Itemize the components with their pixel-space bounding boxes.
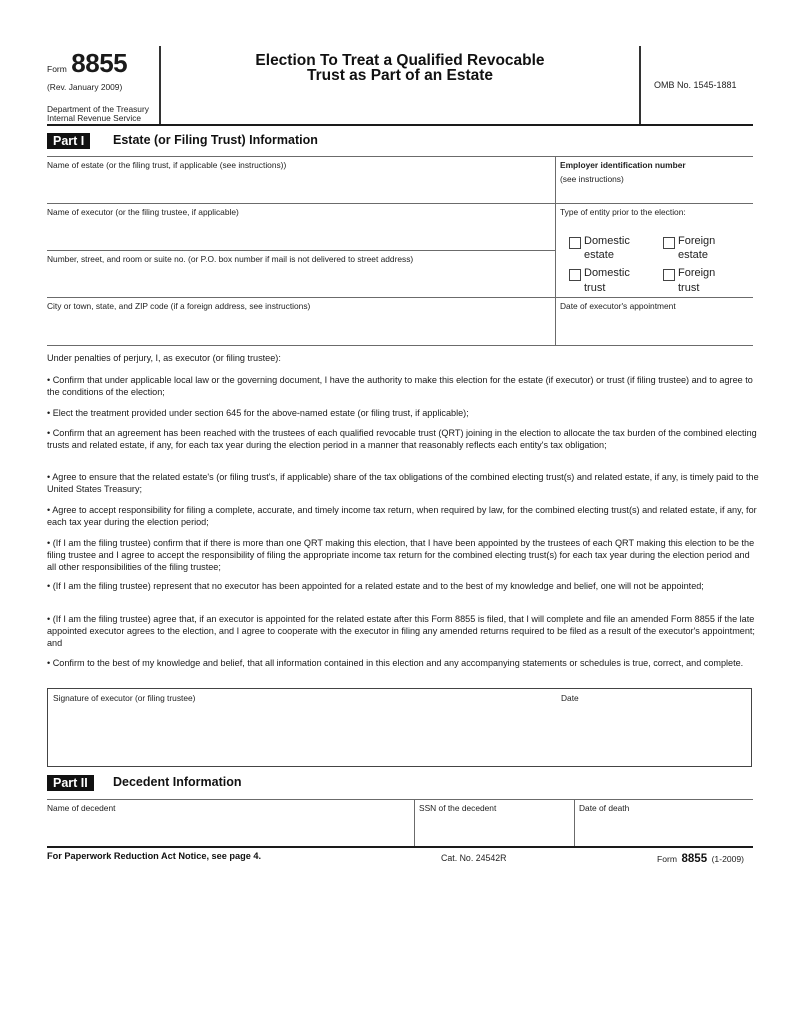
part2-bottom-rule [47,846,753,848]
decedent-ssn-field[interactable] [415,800,573,845]
appointment-date-field[interactable] [556,298,753,344]
decedent-name-field[interactable] [47,800,413,845]
footer-revision: (1-2009) [711,854,745,864]
domestic-estate-line2: estate [584,249,614,261]
footer-form-word: Form [657,854,678,864]
decedent-ssn-label: SSN of the decedent [419,803,497,813]
declaration-bullet: • Confirm to the best of my knowledge and belief, that all information contained in this election and any accompanying statements or schedules is true, correct, and complete. [47,658,744,668]
executor-name-field[interactable] [47,204,554,249]
date-of-death-field[interactable] [575,800,753,845]
domestic-estate-line1: Domestic [584,235,630,247]
estate-name-field[interactable] [47,157,554,202]
declaration-bullet: • (If I am the filing trustee) agree that, if an executor is appointed for the related estate after this Form 8855 is filed, that I will complete and file an amended Form 8855 if the late appointed executor agrees to the election, and I agree to cooperate with the executor in filing any amended returns required to be filed as a result of the executor's appointment; and [47,614,755,648]
form-word: Form [47,64,67,74]
foreign-estate-line2: estate [678,249,708,261]
signature-box [47,688,752,767]
declaration-bullet: • Agree to ensure that the related estate's (or filing trust's, if applicable) share of the tax obligations of the combined electing trust(s) and related estate, if any, is timely paid to the United States Treasury; [47,472,759,494]
date-of-death-label: Date of death [579,803,630,813]
signature-date-field[interactable] [556,689,750,765]
foreign-estate-line1: Foreign [678,235,716,247]
department-line1: Department of the Treasury [47,104,149,114]
part2-tag: Part II [47,775,94,791]
header-bottom-rule [47,124,753,126]
signature-date-label: Date [561,693,579,703]
header-divider-right [639,46,641,125]
foreign-trust-line2: trust [678,282,700,294]
form-id [47,48,127,79]
executor-name-label: Name of executor (or the filing trustee, if applicable) [47,207,239,217]
paperwork-notice: For Paperwork Reduction Act Notice, see page 4. [47,851,262,861]
checkbox-domestic-trust[interactable] [569,269,581,281]
footer-form-id [657,849,744,867]
part1-title: Estate (or Filing Trust) Information [113,133,318,147]
form-number: 8855 [71,48,128,78]
part2-title: Decedent Information [113,775,242,789]
ein-field[interactable] [556,157,753,202]
ein-label: Employer identification number [560,160,686,170]
part1-tag: Part I [47,133,90,149]
foreign-trust-line1: Foreign [678,267,716,279]
estate-name-label: Name of estate (or the filing trust, if applicable (see instructions)) [47,160,287,170]
part1-bottom-rule [47,345,753,346]
entity-type-label: Type of entity prior to the election: [560,207,686,217]
declaration-bullet: • Confirm that an agreement has been reached with the trustees of each qualified revocable trust (QRT) joining in the election to allocate the tax burden of the combined electing trusts and related estate, if any, for each tax year during the election period in a manner that reasonably reflects each entity's tax obligation; [47,428,757,450]
declaration-bullet: • Elect the treatment provided under section 645 for the above-named estate (or filing trust, if applicable); [47,408,469,418]
department-line2: Internal Revenue Service [47,113,142,123]
form-title-line1: Election To Treat a Qualified Revocable [255,52,545,69]
street-address-field[interactable] [47,251,554,296]
decedent-name-label: Name of decedent [47,803,116,813]
ein-sublabel: (see instructions) [560,174,624,184]
city-state-zip-field[interactable] [47,298,554,344]
rule [555,203,753,204]
footer-form-number: 8855 [681,853,708,865]
domestic-trust-line2: trust [584,282,606,294]
declaration-bullet: • (If I am the filing trustee) represent that no executor has been appointed for a related estate and to the best of my knowledge and belief, one will not be appointed; [47,581,704,591]
declaration-bullet: • Agree to accept responsibility for filing a complete, accurate, and timely income tax return, when required by law, for the combined electing trust(s) and related estate, if any, for each tax year during the election period; [47,505,757,527]
street-address-label: Number, street, and room or suite no. (or P.O. box number if mail is not delivered to street address) [47,254,414,264]
checkbox-foreign-trust[interactable] [663,269,675,281]
appointment-date-label: Date of executor's appointment [560,301,676,311]
checkbox-foreign-estate[interactable] [663,237,675,249]
signature-field[interactable] [48,689,553,765]
city-state-zip-label: City or town, state, and ZIP code (if a foreign address, see instructions) [47,301,311,311]
catalog-number: Cat. No. 24542R [441,853,507,863]
declaration-intro: Under penalties of perjury, I, as executor (or filing trustee): [47,353,281,363]
domestic-trust-line1: Domestic [584,267,630,279]
form-revision: (Rev. January 2009) [47,82,123,92]
checkbox-domestic-estate[interactable] [569,237,581,249]
omb-number: OMB No. 1545-1881 [654,80,737,90]
declaration-bullet: • Confirm that under applicable local law or the governing document, I have the authority to make this election for the estate (if executor) or trust (if filing trustee) and to agree to the conditions of the election; [47,375,753,397]
declaration-bullet: • (If I am the filing trustee) confirm that if there is more than one QRT making this election, that I have been appointed by the trustees of each QRT making this election to be the filing trustee and I agree to accept the responsibility of filing the appropriate income tax return for the combined electing trust(s) for each tax year during the election period and all other responsibilities of the filing trustee; [47,538,755,572]
signature-label: Signature of executor (or filing trustee) [53,693,196,703]
form-title-line2: Trust as Part of an Estate [306,67,494,84]
